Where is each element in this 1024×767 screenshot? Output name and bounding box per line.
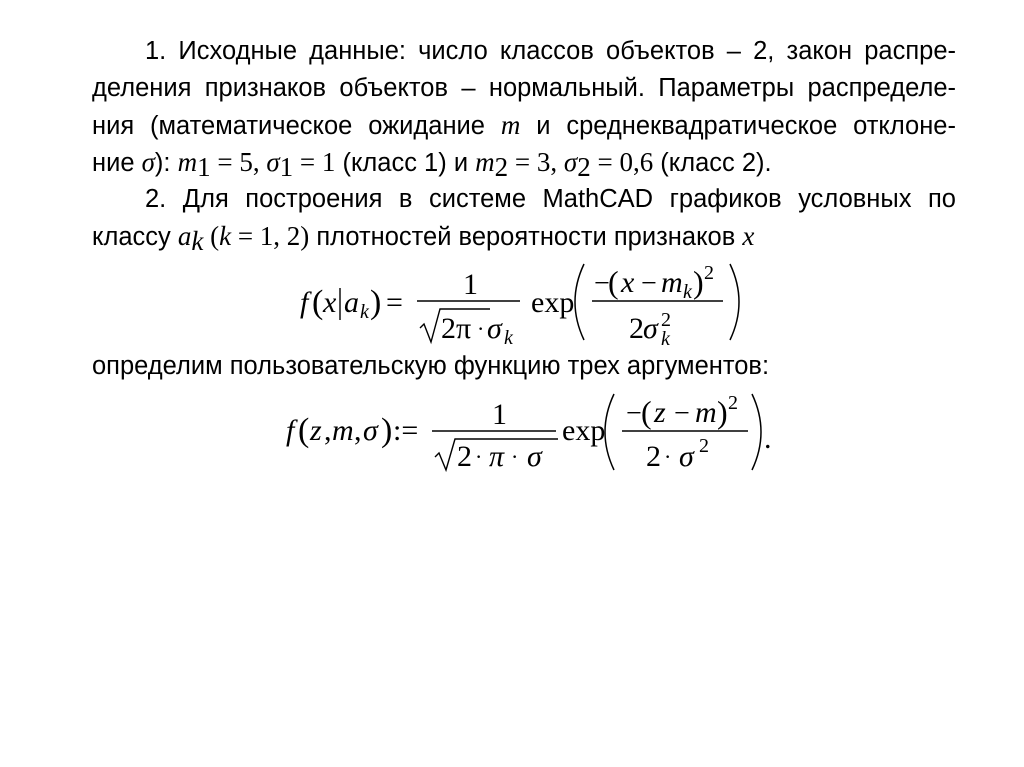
svg-text:m: m [695, 396, 717, 429]
conditional-density-formula [290, 258, 760, 350]
svg-text:z: z [310, 414, 322, 447]
svg-text:a: a [344, 286, 359, 319]
paragraph1-line2: деления признаков объектов – нормальный. Параметры распределе- [92, 74, 956, 102]
svg-text:.: . [764, 422, 772, 455]
svg-text:(: ( [608, 264, 619, 300]
svg-text:−: − [626, 398, 642, 429]
svg-text:(: ( [298, 412, 310, 449]
svg-text:k: k [360, 301, 369, 323]
svg-text:k: k [504, 327, 513, 349]
paren-close: ) [370, 284, 382, 321]
svg-text:1: 1 [492, 398, 507, 431]
paragraph1-line3: ния (математическое ожидание m и среднеквадратическое отклоне- [92, 110, 956, 140]
svg-text:m: m [332, 414, 354, 447]
svg-text:2: 2 [699, 435, 709, 457]
svg-text:): ) [717, 394, 728, 430]
user-function-formula [280, 388, 780, 478]
svg-text:k: k [683, 281, 692, 303]
svg-text:k: k [661, 328, 670, 350]
paren-open: ( [312, 284, 324, 321]
svg-text:,: , [324, 414, 332, 447]
svg-text:σ: σ [487, 312, 502, 345]
svg-text:): ) [693, 264, 704, 300]
svg-text:σ: σ [363, 414, 378, 447]
svg-text:2: 2 [457, 440, 472, 473]
svg-text:,: , [354, 414, 362, 447]
svg-text:2π: 2π [441, 312, 472, 345]
paragraph2-line2: классу $a_k$ (k = 1, 2) плотностей вероятности признаков x [92, 221, 755, 256]
svg-text:·: · [477, 316, 485, 341]
svg-text:z: z [654, 396, 666, 429]
paragraph1-line4: ние σ): $m_1 = 5$, $\sigma_1 = 1$ (класс 1) и $m_2 = 3$, $\sigma_2 = 0,6$ (класс 2). [92, 147, 772, 182]
svg-text:−: − [641, 268, 657, 299]
paragraph3-line1: определим пользовательскую функцию трех аргументов: [92, 352, 770, 380]
svg-text:1: 1 [463, 268, 478, 301]
svg-text:π: π [489, 440, 505, 473]
svg-text:(: ( [641, 394, 652, 430]
svg-text:σ: σ [643, 312, 658, 345]
svg-text:f: f [286, 414, 295, 447]
svg-text:−: − [674, 398, 690, 429]
svg-text:σ: σ [527, 440, 542, 473]
svg-text:·: · [475, 444, 483, 469]
svg-text::=: := [393, 414, 419, 447]
paragraph2-line1: 2. Для построения в системе MathCAD графиков условных по [145, 185, 956, 213]
svg-text:·: · [664, 444, 672, 469]
paragraph1-line1: 1. Исходные данные: число классов объектов – 2, закон распре- [145, 37, 956, 65]
svg-text:): ) [381, 412, 393, 449]
svg-text:2: 2 [661, 309, 671, 331]
svg-text:exp: exp [562, 414, 606, 447]
svg-text:2: 2 [728, 392, 738, 414]
svg-text:x: x [323, 286, 337, 319]
svg-text:m: m [661, 266, 683, 299]
svg-text:σ: σ [679, 440, 694, 473]
svg-text:2: 2 [629, 312, 644, 345]
svg-text:−: − [594, 268, 610, 299]
svg-text:2: 2 [704, 262, 714, 284]
svg-text:x: x [621, 266, 635, 299]
svg-text:=: = [386, 286, 403, 319]
svg-text:exp: exp [531, 286, 575, 319]
svg-text:f: f [300, 286, 309, 319]
svg-text:2: 2 [646, 440, 661, 473]
svg-text:·: · [511, 444, 519, 469]
